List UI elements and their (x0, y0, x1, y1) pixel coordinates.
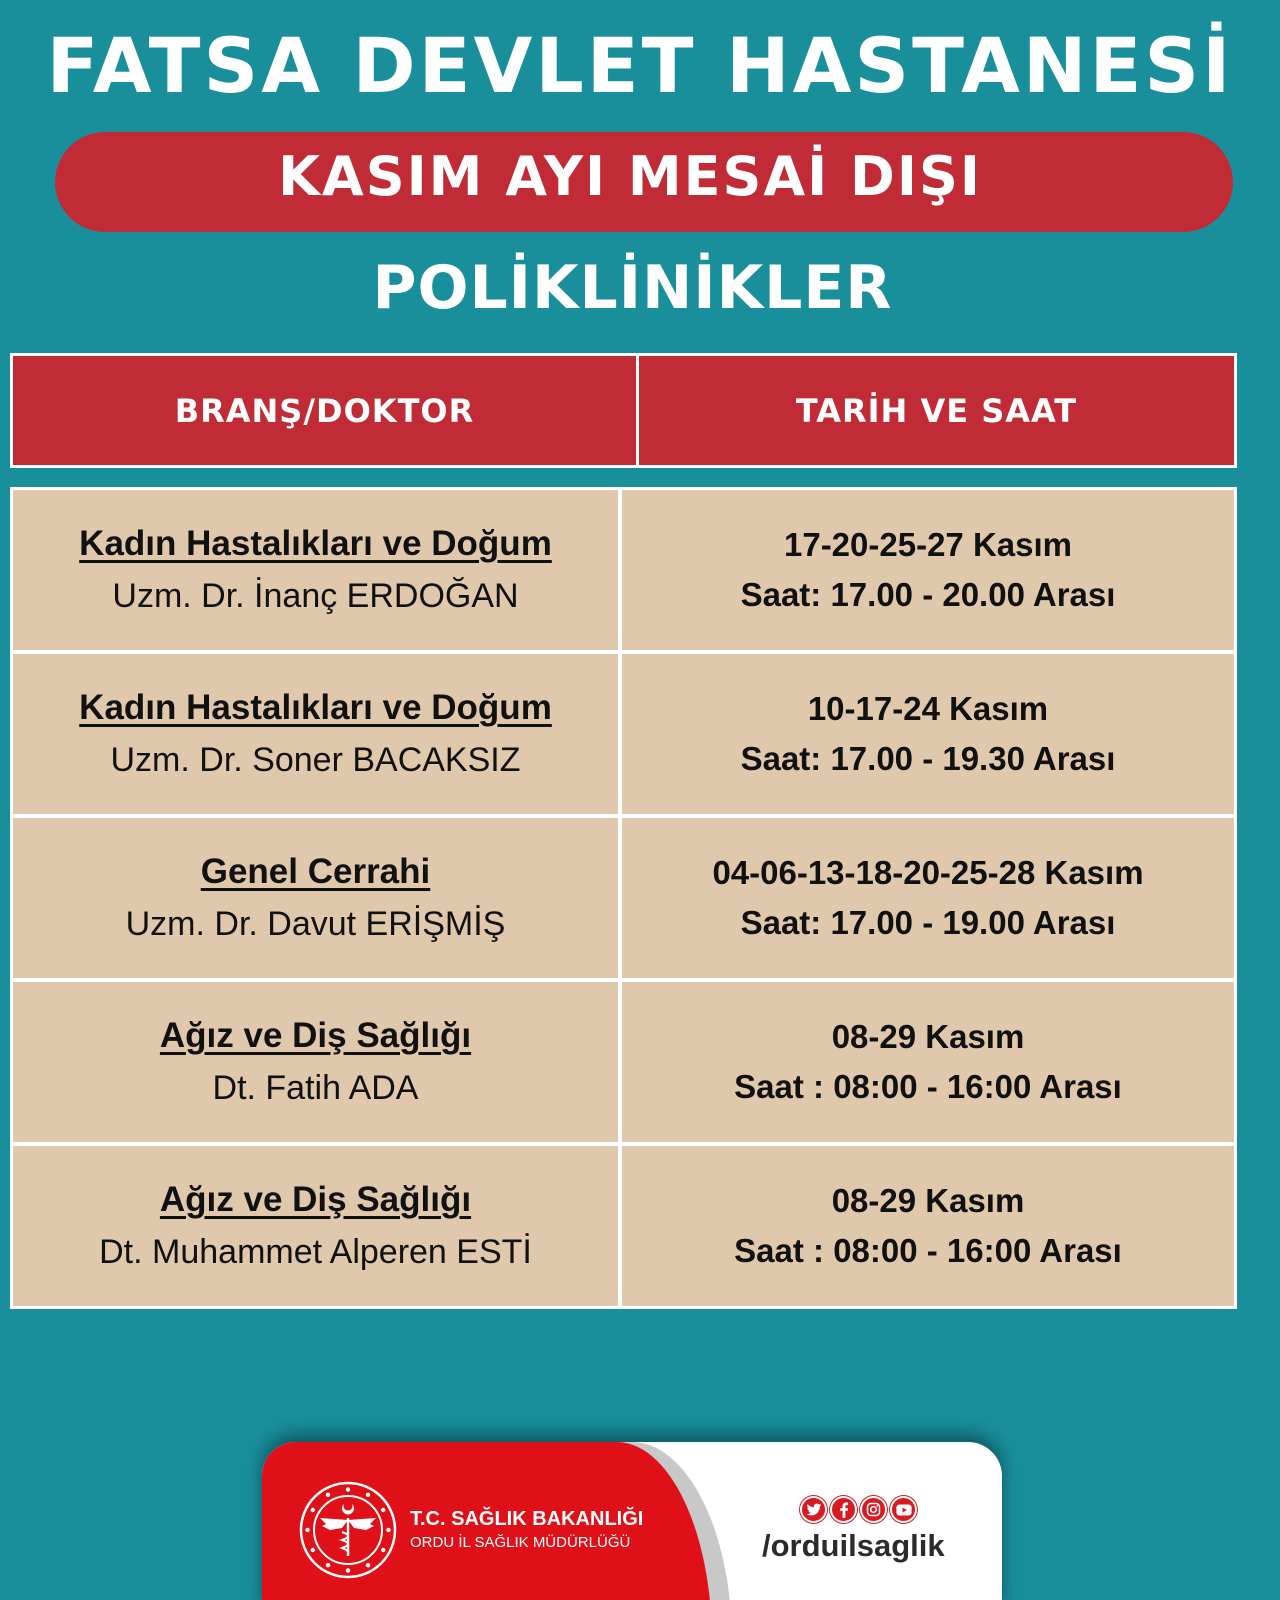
branch-doctor-cell (13, 818, 618, 978)
hours: Saat: 17.00 - 20.00 Arası (740, 576, 1116, 613)
branch-doctor-cell (13, 654, 618, 814)
dates: 04-06-13-18-20-25-28 Kasım (712, 853, 1144, 891)
page-title: FATSA DEVLET HASTANESİ (46, 21, 1234, 110)
table-row (13, 818, 1234, 978)
social-handle: /orduilsaglik (762, 1528, 945, 1563)
doctor-name: Uzm. Dr. Davut ERİŞMİŞ (125, 904, 506, 943)
doctor-name: Uzm. Dr. Soner BACAKSIZ (110, 740, 521, 779)
date-time-cell (622, 818, 1234, 978)
page-subtitle: POLİKLİNİKLER (372, 253, 893, 323)
dates: 08-29 Kasım (831, 1017, 1025, 1055)
branch-doctor-cell (13, 982, 618, 1142)
footer-card (262, 1442, 1002, 1600)
hours: Saat: 17.00 - 19.30 Arası (740, 740, 1116, 777)
table-row (13, 490, 1234, 650)
date-time-cell (622, 654, 1234, 814)
doctor-name: Dt. Muhammet Alperen ESTİ (99, 1232, 532, 1271)
dates: 10-17-24 Kasım (807, 689, 1049, 727)
table-row (13, 982, 1234, 1142)
month-banner-text: KASIM AYI MESAİ DIŞI (278, 145, 982, 208)
ministry-name: T.C. SAĞLIK BAKANLIĞI (410, 1508, 644, 1530)
branch-doctor-cell (13, 1146, 618, 1306)
column-header-date-time: TARİH VE SAAT (639, 356, 1234, 465)
branch-name: Kadın Hastalıkları ve Doğum (79, 688, 552, 728)
dates: 17-20-25-27 Kasım (783, 525, 1072, 563)
date-time-cell (622, 490, 1234, 650)
branch-name: Kadın Hastalıkları ve Doğum (79, 524, 552, 564)
table-row (13, 1146, 1234, 1306)
schedule-table (10, 487, 1237, 1309)
directorate-name: ORDU İL SAĞLIK MÜDÜRLÜĞÜ (410, 1534, 631, 1551)
doctor-name: Uzm. Dr. İnanç ERDOĞAN (112, 576, 519, 615)
twitter-icon[interactable] (800, 1496, 827, 1523)
date-time-cell (622, 1146, 1234, 1306)
date-time-cell (622, 982, 1234, 1142)
table-row (13, 654, 1234, 814)
branch-doctor-cell (13, 490, 618, 650)
ministry-emblem-icon (298, 1480, 398, 1580)
doctor-name: Dt. Fatih ADA (212, 1068, 419, 1107)
hours: Saat : 08:00 - 16:00 Arası (734, 1232, 1122, 1269)
facebook-icon[interactable] (830, 1496, 857, 1523)
hours: Saat : 08:00 - 16:00 Arası (734, 1068, 1122, 1105)
branch-name: Ağız ve Diş Sağlığı (159, 1180, 472, 1220)
table-header (10, 353, 1237, 468)
instagram-icon[interactable] (860, 1496, 887, 1523)
youtube-icon[interactable] (890, 1496, 917, 1523)
branch-name: Ağız ve Diş Sağlığı (159, 1016, 472, 1056)
column-header-branch-doctor: BRANŞ/DOKTOR (13, 356, 636, 465)
hours: Saat: 17.00 - 19.00 Arası (740, 904, 1116, 941)
social-icons (800, 1496, 917, 1523)
dates: 08-29 Kasım (831, 1181, 1025, 1219)
branch-name: Genel Cerrahi (200, 852, 431, 892)
